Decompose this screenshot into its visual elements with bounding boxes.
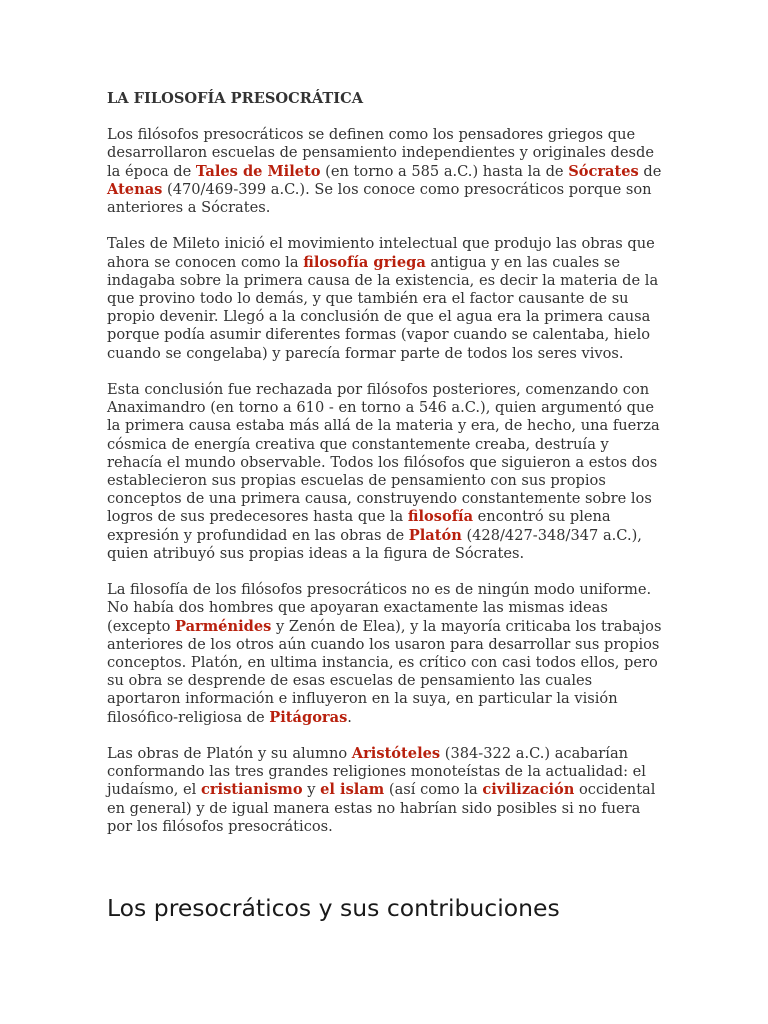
page-title: LA FILOSOFÍA PRESOCRÁTICA	[107, 90, 364, 107]
text-span: Esta conclusión fue rechazada por filósofos posteriores, comenzando con Anaximandro (en torno a 610 - en torno a 546 a.C.), quien argumentó que la primera causa estaba más allá de la materia y era, de hecho, una fuerza cósmica de energía creativa que constantemente creaba, destruía y rehacía el mundo observable. Todos los filósofos que siguieron a estos dos establecieron sus propias escuelas de pensamiento con sus propios conceptos de una primera causa, construyendo constantemente sobre los logros de sus predecesores hasta que la	[107, 381, 660, 526]
text-span: encontró su plena expresión y profundidad en las obras de	[107, 508, 611, 544]
text-span: (así como la	[384, 781, 483, 799]
link-tales-de-mileto[interactable]: Tales de Mileto	[195, 162, 321, 180]
text-span: (428/427-348/347 a.C.), quien atribuyó sus propias ideas a la figura de Sócrates.	[107, 526, 642, 562]
paragraph-5	[107, 745, 667, 836]
link-aristoteles[interactable]: Aristóteles	[351, 745, 441, 763]
section-heading: Los presocráticos y sus contribuciones	[107, 894, 560, 922]
link-el-islam[interactable]: el islam	[320, 781, 385, 799]
text-span: .	[347, 708, 352, 726]
link-pitagoras[interactable]: Pitágoras	[269, 708, 348, 726]
text-span: y Zenón de Elea), y la mayoría criticaba los trabajos anteriores de los otros aún cuando los usaron para desarrollar sus propios conceptos. Platón, en ultima instancia, es crítico con casi todos ellos, pero su obra se desprende de esas escuelas de pensamiento las cuales aportaron información e influyeron en la suya, en particular la visión filosófico-religiosa de	[107, 617, 662, 726]
text-span: Los filósofos presocráticos se definen como los pensadores griegos que desarrollaron escuelas de pensamiento independientes y originales desde la época de	[107, 126, 654, 180]
text-span: Tales de Mileto inició el movimiento intelectual que produjo las obras que ahora se conocen como la	[107, 235, 655, 271]
link-filosofia[interactable]: filosofía	[407, 508, 474, 526]
text-span: antigua y en las cuales se indagaba sobre la primera causa de la existencia, es decir la materia de la que provino todo lo demás, y que también era el factor causante de su propio devenir. Llegó a la conclusión de que el agua era la primera causa porque podía asumir diferentes formas (vapor cuando se calentaba, hielo cuando se congelaba) y parecía formar parte de todos los seres vivos.	[107, 253, 659, 362]
link-platon[interactable]: Platón	[408, 526, 462, 544]
text-span: (470/469-399 a.C.). Se los conoce como presocráticos porque son anteriores a Sócrates.	[107, 180, 652, 217]
text-span: y	[302, 781, 321, 799]
text-span: (en torno a 585 a.C.) hasta la de	[320, 162, 569, 180]
text-span: de	[638, 162, 662, 180]
text-span: Las obras de Platón y su alumno	[107, 745, 352, 763]
link-civilizacion[interactable]: civilización	[482, 781, 575, 799]
link-socrates[interactable]: Sócrates	[568, 162, 639, 180]
text-span: (384-322 a.C.) acabarían conformando las tres grandes religiones monoteístas de la actualidad: el judaísmo, el	[107, 745, 646, 799]
text-span: occidental en general) y de igual manera estas no habrían sido posibles si no fuera por los filósofos presocráticos.	[107, 781, 656, 835]
link-filosofia-griega[interactable]: filosofía griega	[303, 253, 426, 271]
paragraph-1	[107, 126, 667, 217]
link-cristianismo[interactable]: cristianismo	[200, 781, 303, 799]
paragraph-3	[107, 381, 667, 563]
text-span: La filosofía de los filósofos presocráticos no es de ningún modo uniforme. No había dos hombres que apoyaran exactamente las mismas ideas (excepto	[107, 581, 652, 635]
link-parmenides[interactable]: Parménides	[175, 617, 272, 635]
paragraph-4	[107, 581, 667, 727]
document-body	[107, 90, 667, 854]
link-atenas[interactable]: Atenas	[107, 180, 163, 198]
paragraph-2	[107, 235, 667, 362]
